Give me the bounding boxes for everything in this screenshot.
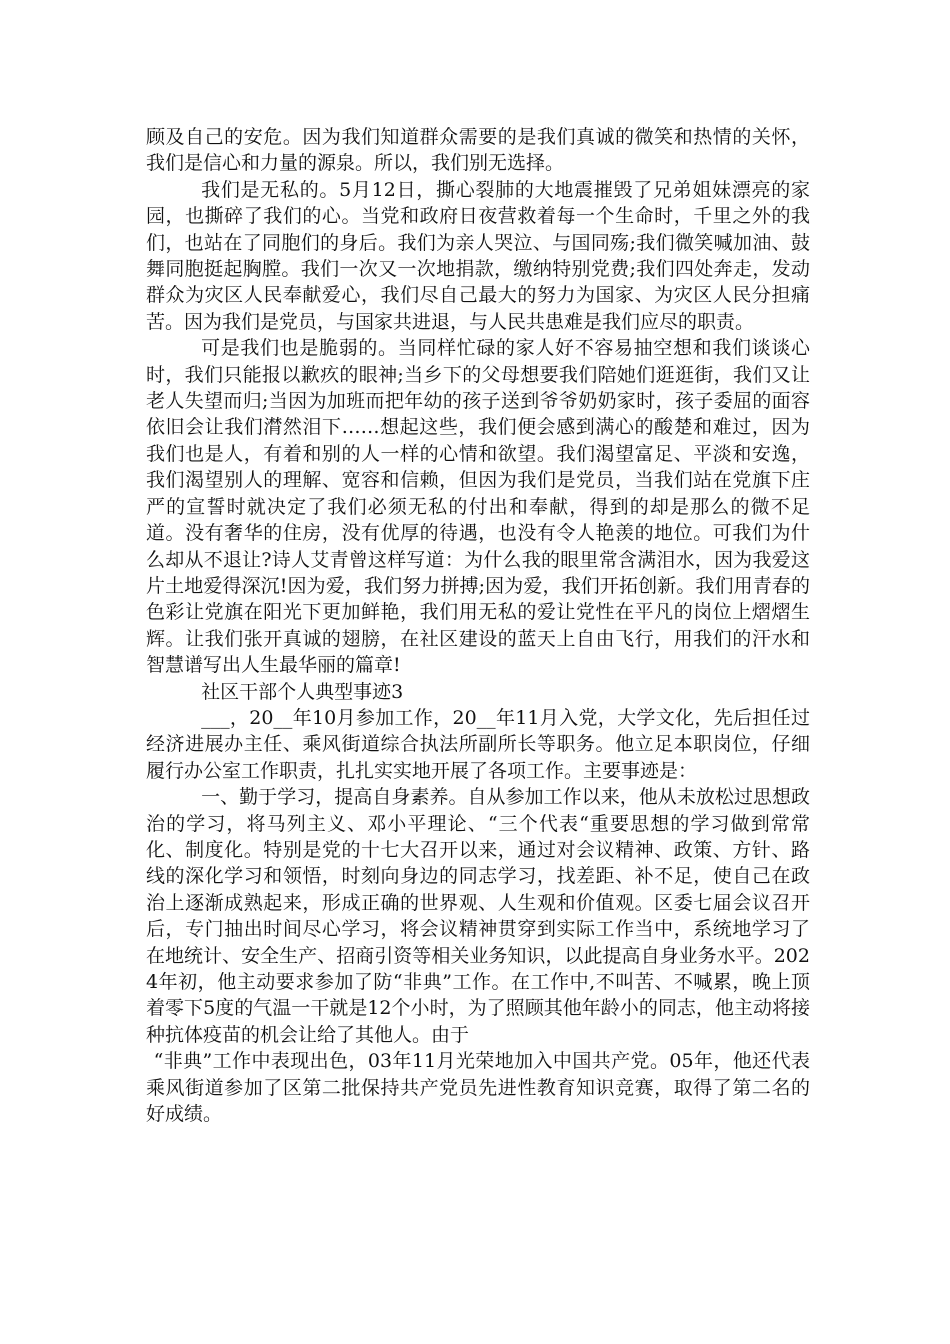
section-heading: 社区干部个人典型事迹3 [201, 680, 404, 703]
document-page [146, 124, 810, 1127]
paragraph-fragile: 可是我们也是脆弱的。当同样忙碌的家人好不容易抽空想和我们谈谈心时，我们只能报以歉疚的眼神;当乡下的父母想要我们陪她们逛逛街，我们又让老人失望而归;当因为加班而把年幼的孩子送到爷爷奶奶家时，孩子委屈的面容依旧会让我们潸然泪下……想起这些，我们便会感到满心的酸楚和难过，因为我们也是人，有着和别的人一样的心情和欲望。我们渴望富足、平淡和安逸，我们渴望别人的理解、宽容和信赖，但因为我们是党员，当我们站在党旗下庄严的宣誓时就决定了我们必须无私的付出和奉献，得到的却是那么的微不足道。没有奢华的住房，没有优厚的待遇，也没有令人艳羡的地位。可我们为什么却从不退让?诗人艾青曾这样写道：为什么我的眼里常含满泪水，因为我爱这片土地爱得深沉!因为爱，我们努力拼搏;因为爱，我们开拓创新。我们用青春的色彩让党旗在阳光下更加鲜艳，我们用无私的爱让党性在平凡的岗位上熠熠生辉。让我们张开真诚的翅膀，在社区建设的蓝天上自由飞行，用我们的汗水和智慧谱写出人生最华丽的篇章! [146, 337, 810, 677]
paragraph-selfless: 我们是无私的。5月12日，撕心裂肺的大地震摧毁了兄弟姐妹漂亮的家园，也撕碎了我们的心。当党和政府日夜营救着每一个生命时，千里之外的我们，也站在了同胞们的身后。我们为亲人哭泣、与国同殇;我们微笑喊加油、鼓舞同胞挺起胸膛。我们一次又一次地捐款，缴纳特别党费;我们四处奔走，发动群众为灾区人民奉献爱心，我们尽自己最大的努力为国家、为灾区人民分担痛苦。因为我们是党员，与国家共进退，与人民共患难是我们应尽的职责。 [146, 178, 810, 333]
paragraph-profile: ___，20__年10月参加工作，20__年11月入党，大学文化，先后担任过经济进展办主任、乘风街道综合执法所副所长等职务。他立足本职岗位，仔细履行办公室工作职责，扎扎实实地开展了各项工作。主要事迹是： [146, 706, 810, 782]
paragraph-continuation: 顾及自己的安危。因为我们知道群众需要的是我们真诚的微笑和热情的关怀，我们是信心和力量的源泉。所以，我们别无选择。 [146, 126, 810, 175]
paragraph-sars-continuation: “非典”工作中表现出色，03年11月光荣地加入中国共产党。05年，他还代表乘风街道参加了区第二批保持共产党员先进性教育知识竞赛，取得了第二名的好成绩。 [146, 1050, 810, 1126]
paragraph-study: 一、勤于学习，提高自身素养。自从参加工作以来，他从未放松过思想政治的学习，将马列主义、邓小平理论、“三个代表“重要思想的学习做到常常化、制度化。特别是党的十七大召开以来，通过对会议精神、政策、方针、路线的深化学习和领悟，时刻向身边的同志学习，找差距、补不足，使自己在政治上逐渐成熟起来，形成正确的世界观、人生观和价值观。区委七届会议召开后，专门抽出时间尽心学习，将会议精神贯穿到实际工作当中，系统地学习了在地统计、安全生产、招商引资等相关业务知识，以此提高自身业务水平。2024年初，他主动要求参加了防“非典”工作。在工作中,不叫苦、不喊累，晚上顶着零下5度的气温一干就是12个小时，为了照顾其他年龄小的同志，他主动将接种抗体疫苗的机会让给了其他人。由于 [146, 786, 810, 1046]
